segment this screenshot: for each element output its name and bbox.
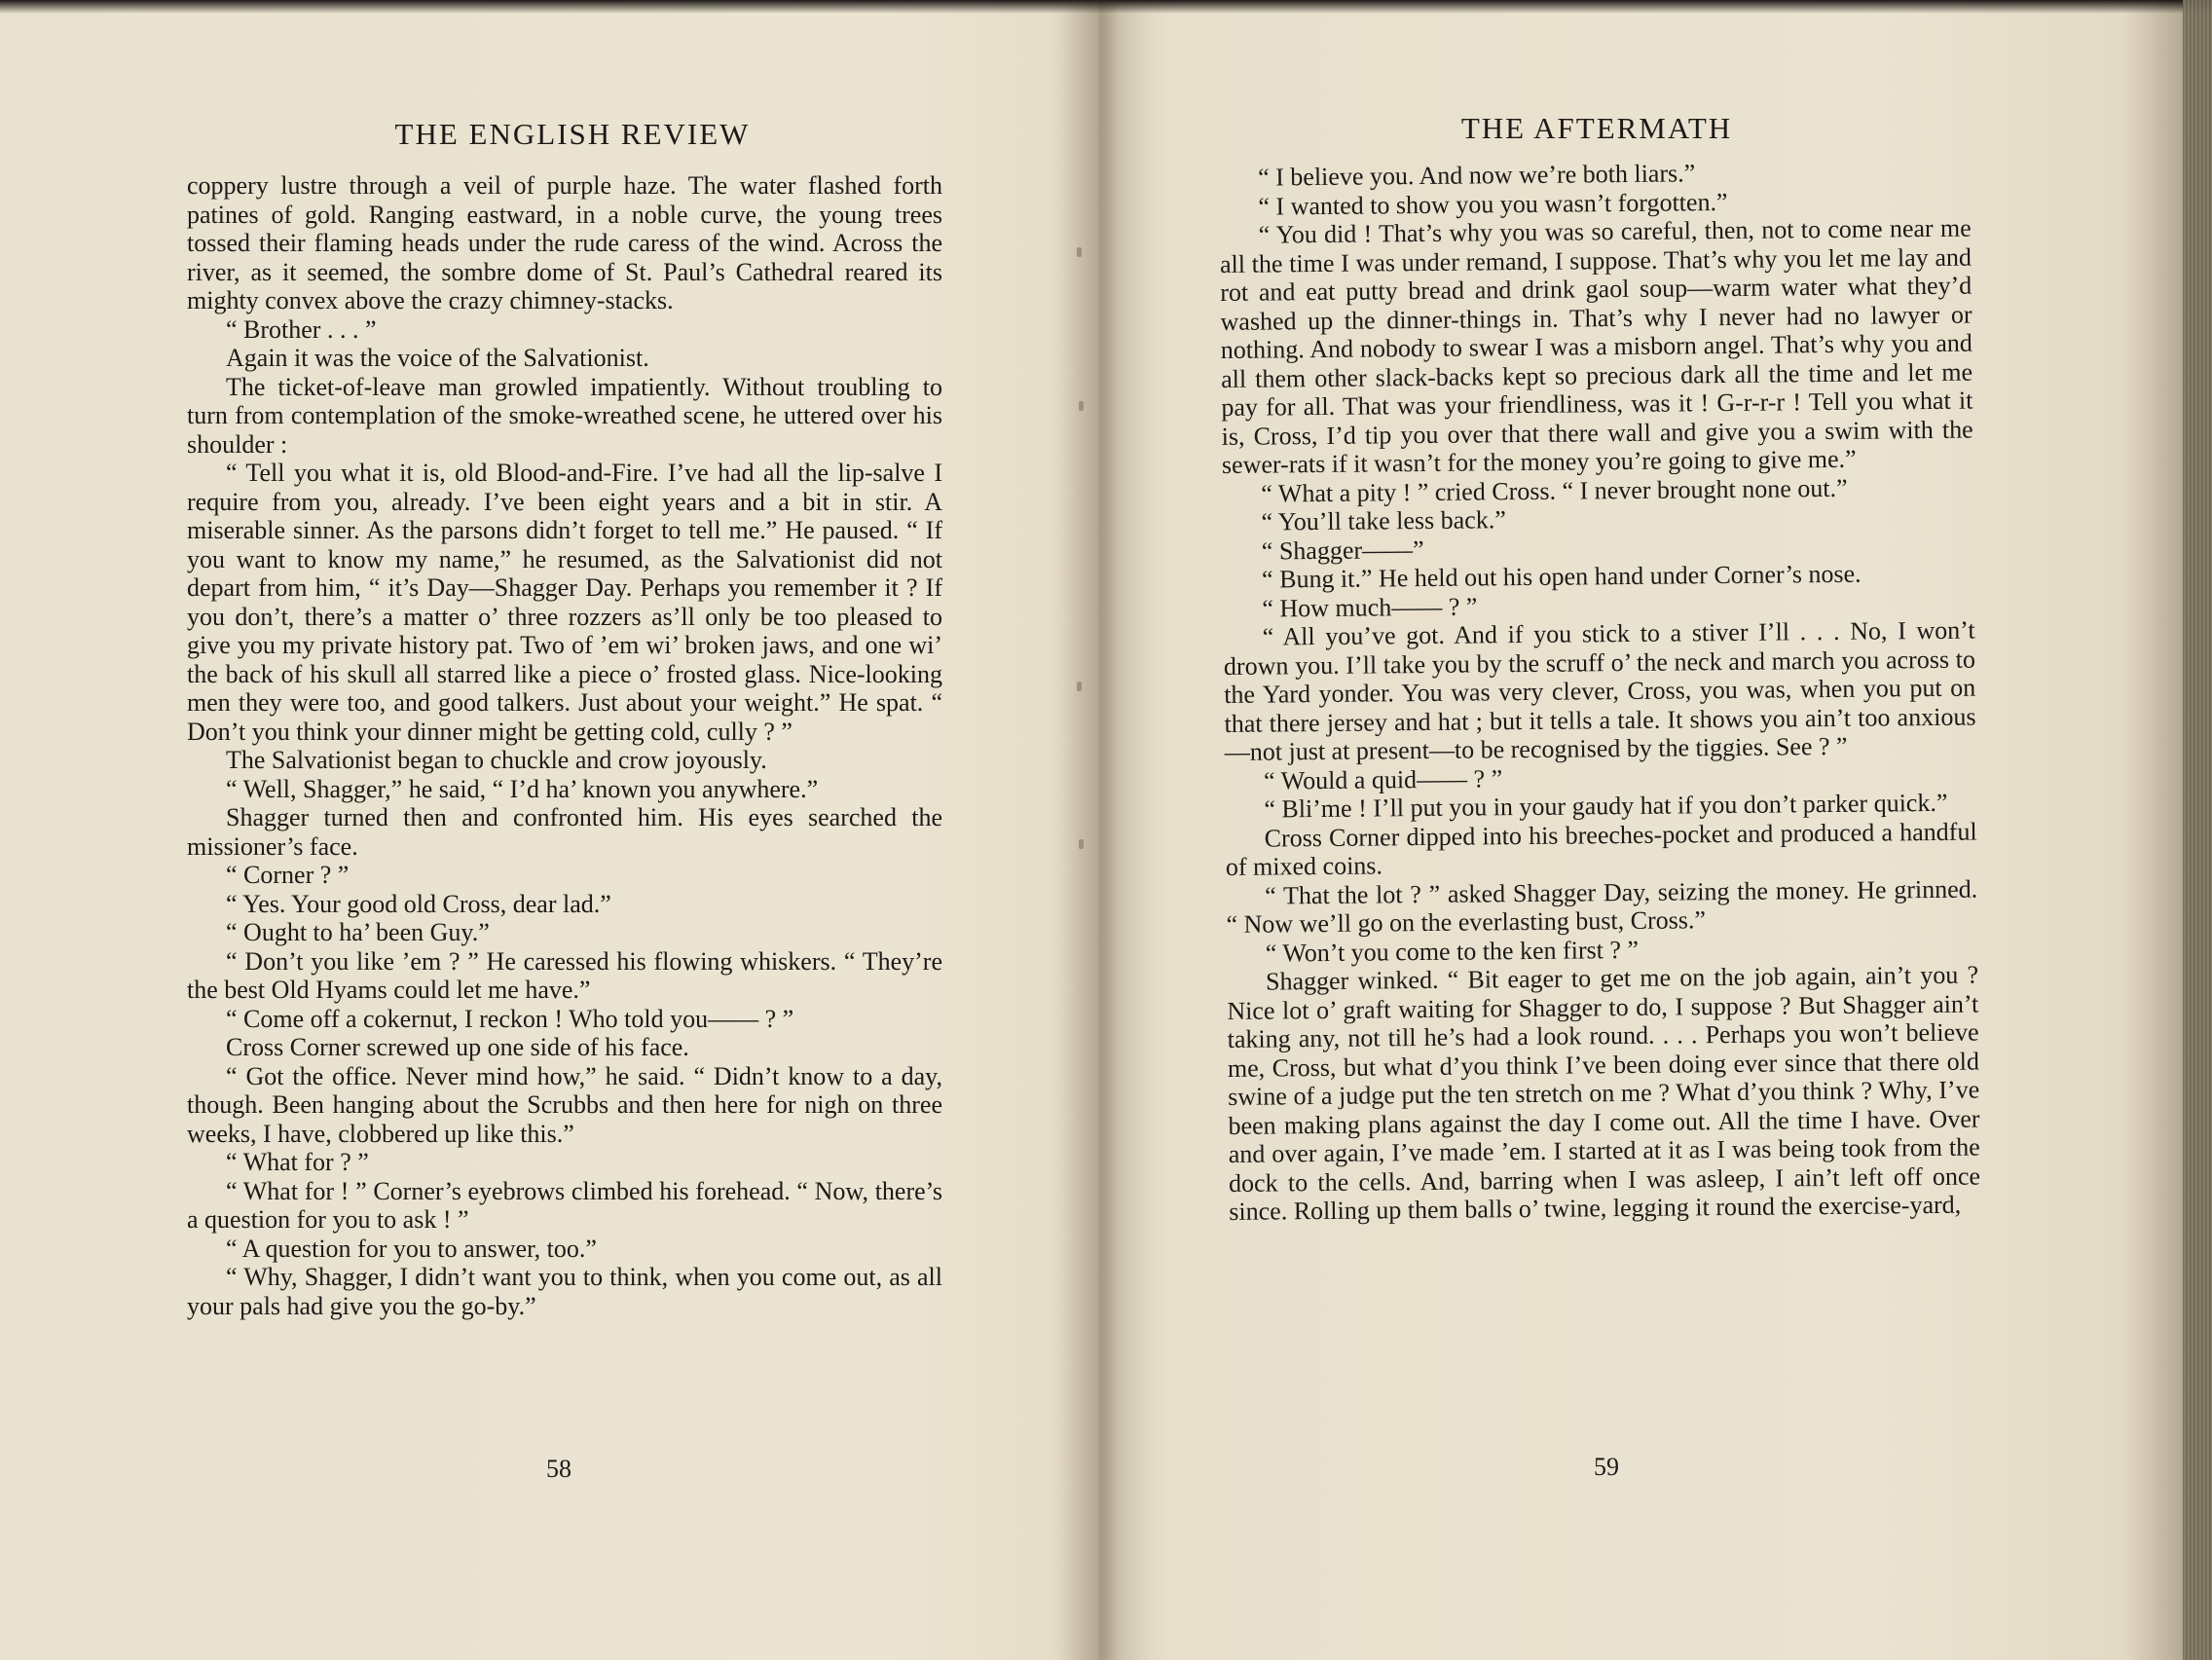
page-edges <box>2183 0 2212 1660</box>
paragraph: The ticket-of-leave man growled impatiently. Without troubling to turn from contemplation of the smoke-wreathed scene, he uttered over his shoulder : <box>187 372 942 459</box>
paragraph: “ Won’t you come to the ken first ? ” <box>1265 935 1640 968</box>
paragraph: Again it was the voice of the Salvationist. <box>226 344 649 372</box>
paragraph: Cross Corner dipped into his breeches-pocket and produced a handful of mixed coins. <box>1225 817 1977 881</box>
paragraph: “ I wanted to show you you wasn’t forgotten.” <box>1258 187 1728 221</box>
paragraph: Shagger turned then and confronted him. His eyes searched the missioner’s face. <box>187 803 942 861</box>
paragraph: “ Bung it.” He held out his open hand under Corner’s nose. <box>1261 559 1862 594</box>
binding-thread-mark <box>1077 247 1082 257</box>
paragraph: “ I believe you. And now we’re both liars.” <box>1257 159 1696 192</box>
paragraph: “ Why, Shagger, I didn’t want you to think, when you come out, as all your pals had give you the go-by.” <box>187 1263 942 1320</box>
right-page-body <box>1219 157 1980 1227</box>
page-number-right: 59 <box>1594 1453 1619 1481</box>
paragraph: Cross Corner screwed up one side of his face. <box>226 1033 689 1061</box>
paragraph: “ Don’t you like ’em ? ” He caressed his flowing whiskers. “ They’re the best Old Hyams could let me have.” <box>187 946 942 1004</box>
paragraph: The Salvationist began to chuckle and crow joyously. <box>226 746 767 774</box>
paragraph: “ Shagger——” <box>1261 535 1424 566</box>
left-page-body <box>187 171 942 1320</box>
paragraph: “ How much—— ? ” <box>1262 591 1478 623</box>
right-page <box>1081 0 2212 1660</box>
paragraph: “ What a pity ! ” cried Cross. “ I never brought none out.” <box>1261 473 1848 508</box>
page-number-left: 58 <box>546 1455 571 1483</box>
paragraph: “ All you’ve got. And if you stick to a stiver I’ll . . . No, I won’t drown you. I’ll take you by the scruff o’ the neck and march you across to the Yard yonder. You was very clever, Cross, you was, when you put on that there jersey and hat ; but it tells a tale. It shows you ain’t too anxious—not just at present—to be recognised by the tiggies. See ? ” <box>1223 615 1976 766</box>
paragraph: “ Ought to ha’ been Guy.” <box>226 918 490 946</box>
paragraph: Shagger winked. “ Bit eager to get me on the job again, ain’t you ? Nice lot o’ graft waiting for Shagger to do, I suppose ? But Shagger ain’t taking any, not till he’s had a look round. . . . Perhaps you won’t believe me, Cross, but what d’you think I’ve been doing ever since that there old swine of a judge put the ten stretch on me ? What d’you think ? Why, I’ve been making plans against the day I come out. All the time I have. Over and over again, I’ve made ’em. I started at it as I was being took from the dock to the cells. And, barring when I was asleep, I ain’t left off once since. Rolling up them balls o’ twine, legging it round the exercise-yard, <box>1227 960 1981 1226</box>
paragraph: “ You’ll take less back.” <box>1261 505 1506 536</box>
binding-thread-mark <box>1079 401 1084 411</box>
paragraph: “ What for ? ” <box>226 1148 369 1176</box>
paragraph: “ What for ! ” Corner’s eyebrows climbed his forehead. “ Now, there’s a question for you to ask ! ” <box>187 1176 942 1234</box>
paragraph: coppery lustre through a veil of purple haze. The water flashed forth patines of gold. Ranging eastward, in a noble curve, the young trees tossed their flaming heads under the rude caress of the wind. Across the river, as it seemed, the sombre dome of St. Paul’s Cathedral reared its mighty convex above the crazy chimney-stacks. <box>187 171 942 314</box>
paragraph: “ A question for you to answer, too.” <box>226 1234 597 1263</box>
left-page <box>0 0 1081 1660</box>
paragraph: “ Corner ? ” <box>226 861 350 889</box>
paragraph: “ That the lot ? ” asked Shagger Day, seizing the money. He grinned. “ Now we’ll go on the everlasting bust, Cross.” <box>1226 874 1978 939</box>
paragraph: “ Tell you what it is, old Blood-and-Fire. I’ve had all the lip-salve I require from you, already. I’ve been eight years and a bit in stir. A miserable sinner. As the parsons didn’t forget to tell me.” He paused. “ If you want to know my name,” he resumed, as the Salvationist did not depart from him, “ it’s Day—Shagger Day. Perhaps you remember it ? If you don’t, there’s a matter o’ three rozzers as’ll only be too pleased to give you my private history pat. Two of ’em wi’ broken jaws, and one wi’ the back of his skull all starred like a piece o’ frosted glass. Nice-looking men they were too, and good talkers. Just about your weight.” He spat. “ Don’t you think your dinner might be getting cold, cully ? ” <box>187 459 942 746</box>
binding-thread-mark <box>1077 682 1082 691</box>
paragraph: “ Got the office. Never mind how,” he said. “ Didn’t know to a day, though. Been hanging about the Scrubbs and then here for nigh on three weeks, I have, clobbered up like this.” <box>187 1061 942 1148</box>
paragraph: “ Would a quid—— ? ” <box>1263 763 1503 795</box>
paragraph: “ Yes. Your good old Cross, dear lad.” <box>226 889 611 918</box>
paragraph: “ Bli’me ! I’ll put you in your gaudy hat if you don’t parker quick.” <box>1264 788 1948 824</box>
paragraph: “ Well, Shagger,” he said, “ I’d ha’ known you anywhere.” <box>226 774 819 803</box>
paragraph: “ You did ! That’s why you was so careful, then, not to come near me all the time I was under remand, I suppose. That’s why you let me lay and rot and eat putty bread and drink gaol soup—warm water what they’d washed up the dinner-things in. That’s why I never had no lawyer or nothing. And nobody to swear I was a misborn angel. That’s why you and all them other slack-backs kept so precious dark all the time and let me pay for all. That was your friendliness, was it ! G-r-r-r ! Tell you what it is, Cross, I’d tip you over that there wall and give you a swim with the sewer-rats if it wasn’t for the money you’re going to give me.” <box>1219 213 1973 479</box>
paragraph: “ Come off a cokernut, I reckon ! Who told you—— ? ” <box>226 1004 794 1033</box>
running-head-right: THE AFTERMATH <box>1460 111 1733 145</box>
paragraph: “ Brother . . . ” <box>226 314 377 344</box>
binding-thread-mark <box>1079 839 1084 849</box>
running-head-left: THE ENGLISH REVIEW <box>394 117 751 151</box>
